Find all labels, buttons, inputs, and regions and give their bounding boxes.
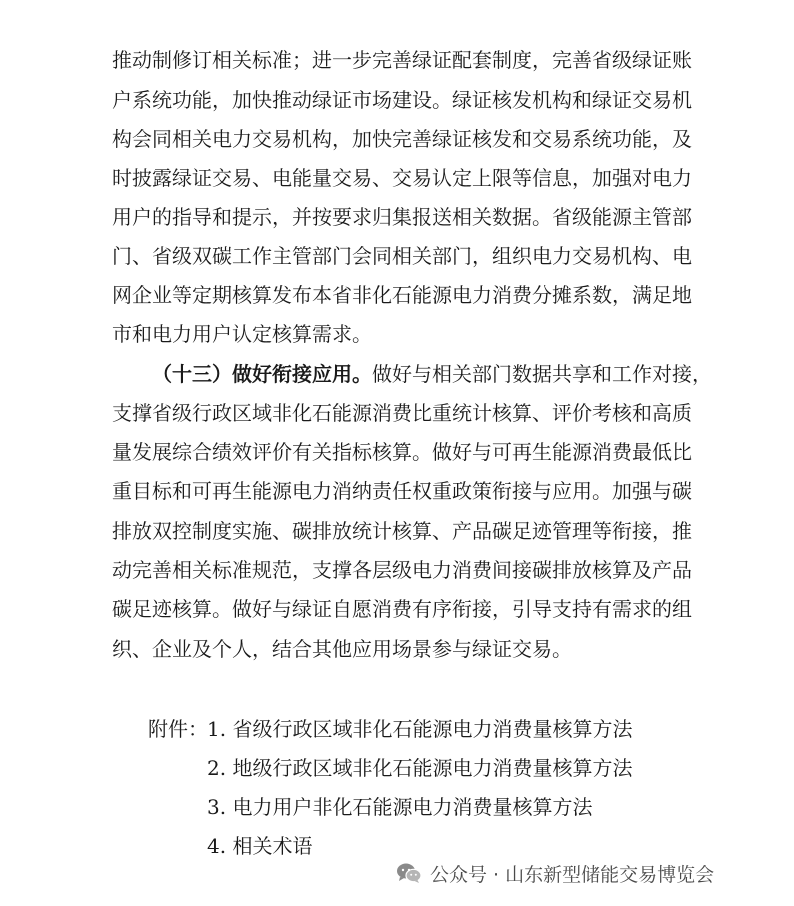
attachment-item: 1. 省级行政区域非化石能源电力消费量核算方法	[207, 717, 633, 741]
wechat-icon	[396, 862, 422, 884]
paragraph-1-line: 用户的指导和提示，并按要求归集报送相关数据。省级能源主管部	[112, 205, 692, 229]
attachment-item: 3. 电力用户非化石能源电力消费量核算方法	[207, 795, 593, 819]
paragraph-2-first-line	[152, 359, 712, 389]
paragraph-2-line: 量发展综合绩效评价有关指标核算。做好与可再生能源消费最低比	[112, 440, 692, 464]
paragraph-2-first-line-text: 做好与相关部门数据共享和工作对接，	[372, 362, 712, 386]
paragraph-1-line: 户系统功能，加快推动绿证市场建设。绿证核发机构和绿证交易机	[112, 88, 692, 112]
paragraph-2-line: 排放双控制度实施、碳排放统计核算、产品碳足迹管理等衔接，推	[112, 519, 692, 543]
paragraph-1-line: 时披露绿证交易、电能量交易、交易认定上限等信息，加强对电力	[112, 166, 692, 190]
paragraph-2-line: 织、企业及个人，结合其他应用场景参与绿证交易。	[112, 637, 572, 661]
watermark	[396, 858, 714, 888]
attachment-item: 4. 相关术语	[207, 834, 313, 858]
paragraph-1-line: 推动制修订相关标准；进一步完善绿证配套制度，完善省级绿证账	[112, 48, 692, 72]
watermark-text: 公众号 · 山东新型储能交易博览会	[430, 863, 715, 886]
attachment-item: 2. 地级行政区域非化石能源电力消费量核算方法	[207, 756, 633, 780]
paragraph-1-line: 市和电力用户认定核算需求。	[112, 322, 372, 346]
paragraph-2-line: 重目标和可再生能源电力消纳责任权重政策衔接与应用。加强与碳	[112, 479, 692, 503]
paragraph-1-line: 网企业等定期核算发布本省非化石能源电力消费分摊系数，满足地	[112, 283, 692, 307]
paragraph-1-line: 构会同相关电力交易机构，加快完善绿证核发和交易系统功能，及	[112, 127, 692, 151]
paragraph-1-line: 门、省级双碳工作主管部门会同相关部门，组织电力交易机构、电	[112, 244, 692, 268]
paragraph-2-line: 碳足迹核算。做好与绿证自愿消费有序衔接，引导支持有需求的组	[112, 597, 692, 621]
paragraph-2-line: 动完善相关标准规范，支撑各层级电力消费间接碳排放核算及产品	[112, 558, 692, 582]
section-heading: （十三）做好衔接应用。	[152, 362, 372, 386]
attachments-label: 附件：	[148, 717, 208, 741]
paragraph-2-line: 支撑省级行政区域非化石能源消费比重统计核算、评价考核和高质	[112, 401, 692, 425]
